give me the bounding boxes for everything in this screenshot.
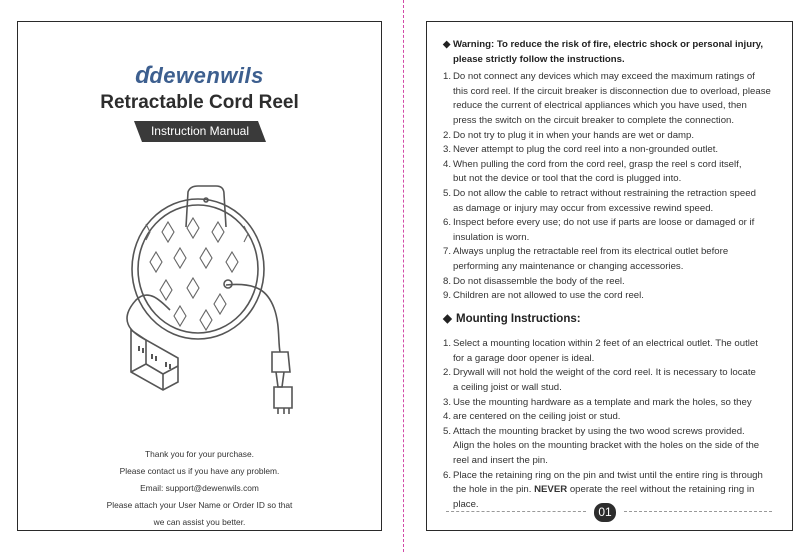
list-item (443, 337, 788, 366)
item-line: Drywall will not hold the weight of the cord reel. It is necessary to locate (453, 367, 756, 379)
item-line: Do not disassemble the body of the reel. (453, 275, 625, 287)
list-item (443, 275, 788, 290)
warning-line-1: Warning: To reduce the risk of fire, electric shock or personal injury, (453, 39, 764, 50)
item-line: press the switch on the circuit breaker to complete the connection. (453, 114, 735, 126)
list-item (443, 396, 788, 411)
list-item (443, 245, 788, 274)
item-line: this cord reel. If the circuit breaker is disconnection due to overload, please (453, 85, 771, 97)
warning-heading (443, 38, 788, 67)
item-line: but not the device or tool that the cord is plugged into. (453, 173, 682, 185)
item-line: Do not try to plug it in when your hands are wet or damp. (453, 129, 695, 141)
item-number: 5. (443, 187, 452, 199)
item-line: Children are not allowed to use the cord reel. (453, 290, 644, 302)
product-title: Retractable Cord Reel (100, 92, 299, 113)
item-number: 9. (443, 290, 452, 302)
warnings-list (443, 70, 788, 304)
warning-line-2: please strictly follow the instructions. (453, 53, 625, 65)
item-line: Never attempt to plug the cord reel into a non-grounded outlet. (453, 144, 719, 156)
item-line: Inspect before every use; do not use if parts are loose or damaged or if (453, 217, 755, 229)
fold-line (403, 0, 404, 552)
item-number: 3. (443, 396, 452, 408)
brand-name: dewenwils (149, 63, 264, 88)
item-line: performing any maintenance or changing accessories. (453, 260, 684, 272)
item-line (453, 483, 788, 498)
item-number: 5. (443, 425, 452, 437)
item-line: reduce the current of electrical appliances which you have used, then (453, 100, 747, 112)
item-line-rest: operate the reel without the retaining ring in (567, 484, 755, 496)
brand-logo (18, 62, 381, 90)
footer-divider-right (624, 511, 772, 512)
list-item (443, 425, 788, 469)
mounting-heading (443, 312, 788, 327)
item-line: reel and insert the pin. (453, 455, 548, 467)
list-item (443, 70, 788, 128)
instructions-content (443, 38, 788, 512)
item-number: 1. (443, 71, 452, 83)
list-item (443, 410, 788, 425)
list-item (443, 469, 788, 513)
item-number: 4. (443, 158, 452, 170)
item-line: Select a mounting location within 2 feet of an electrical outlet. The outlet (453, 338, 758, 350)
diamond-bullet-icon: ◆ (443, 312, 452, 325)
item-number: 3. (443, 144, 452, 156)
item-line: Use the mounting hardware as a template and mark the holes, so they (453, 396, 752, 408)
footer-divider-left (446, 511, 586, 512)
item-line: a ceiling joist or wall stud. (453, 382, 562, 394)
item-line: as damage or injury may occur from excessive rewind speed. (453, 202, 714, 214)
cover-page (17, 21, 382, 531)
item-line: Do not allow the cable to retract without restraining the retraction speed (453, 187, 756, 199)
item-line: Do not connect any devices which may exceed the maximum ratings of (453, 71, 755, 83)
list-item (443, 366, 788, 395)
brand-mark: ɗ (135, 62, 151, 89)
item-line: Align the holes on the mounting bracket with the holes on the side of the (453, 440, 760, 452)
list-item (443, 129, 788, 144)
manual-banner-label: Instruction Manual (150, 124, 250, 138)
contact-attach: Please attach your User Name or Order ID so that (106, 500, 293, 510)
instructions-page (426, 21, 793, 531)
item-number: 2. (443, 129, 452, 141)
contact-problem: Please contact us if you have any problem. (119, 466, 280, 476)
item-line: Always unplug the retractable reel from its electrical outlet before (453, 246, 729, 258)
item-line: are centered on the ceiling joist or stud. (453, 411, 621, 423)
item-line: Place the retaining ring on the pin and twist until the entire ring is through (453, 469, 763, 481)
page-number: 01 (594, 503, 616, 522)
cord-reel-illustration (118, 182, 318, 422)
item-number: 1. (443, 338, 452, 350)
item-line: When pulling the cord from the cord reel, grasp the reel s cord itself, (453, 158, 742, 170)
contact-thanks: Thank you for your purchase. (145, 449, 254, 459)
item-line-start: the hole in the pin. (453, 484, 532, 496)
list-item (443, 289, 788, 304)
list-item (443, 158, 788, 187)
item-number: 2. (443, 367, 452, 379)
diamond-bullet-icon: ◆ (443, 39, 451, 50)
item-line: Attach the mounting bracket by using the two wood screws provided. (453, 425, 745, 437)
contact-email: Email: support@dewenwils.com (140, 483, 259, 493)
list-item (443, 143, 788, 158)
emphasis-never: NEVER (534, 484, 568, 496)
list-item (443, 187, 788, 216)
contact-assist: we can assist you better. (153, 517, 246, 527)
item-line: for a garage door opener is ideal. (453, 352, 595, 364)
item-number: 4. (443, 411, 452, 423)
item-line: place. (453, 498, 479, 510)
item-number: 8. (443, 275, 452, 287)
item-number: 6. (443, 217, 452, 229)
item-number: 7. (443, 246, 452, 258)
contact-info (18, 446, 381, 531)
list-item (443, 216, 788, 245)
manual-banner (134, 121, 266, 142)
mounting-list (443, 337, 788, 512)
mounting-title: Mounting Instructions: (456, 312, 581, 325)
item-line: insulation is worn. (453, 231, 530, 243)
item-number: 6. (443, 469, 452, 481)
